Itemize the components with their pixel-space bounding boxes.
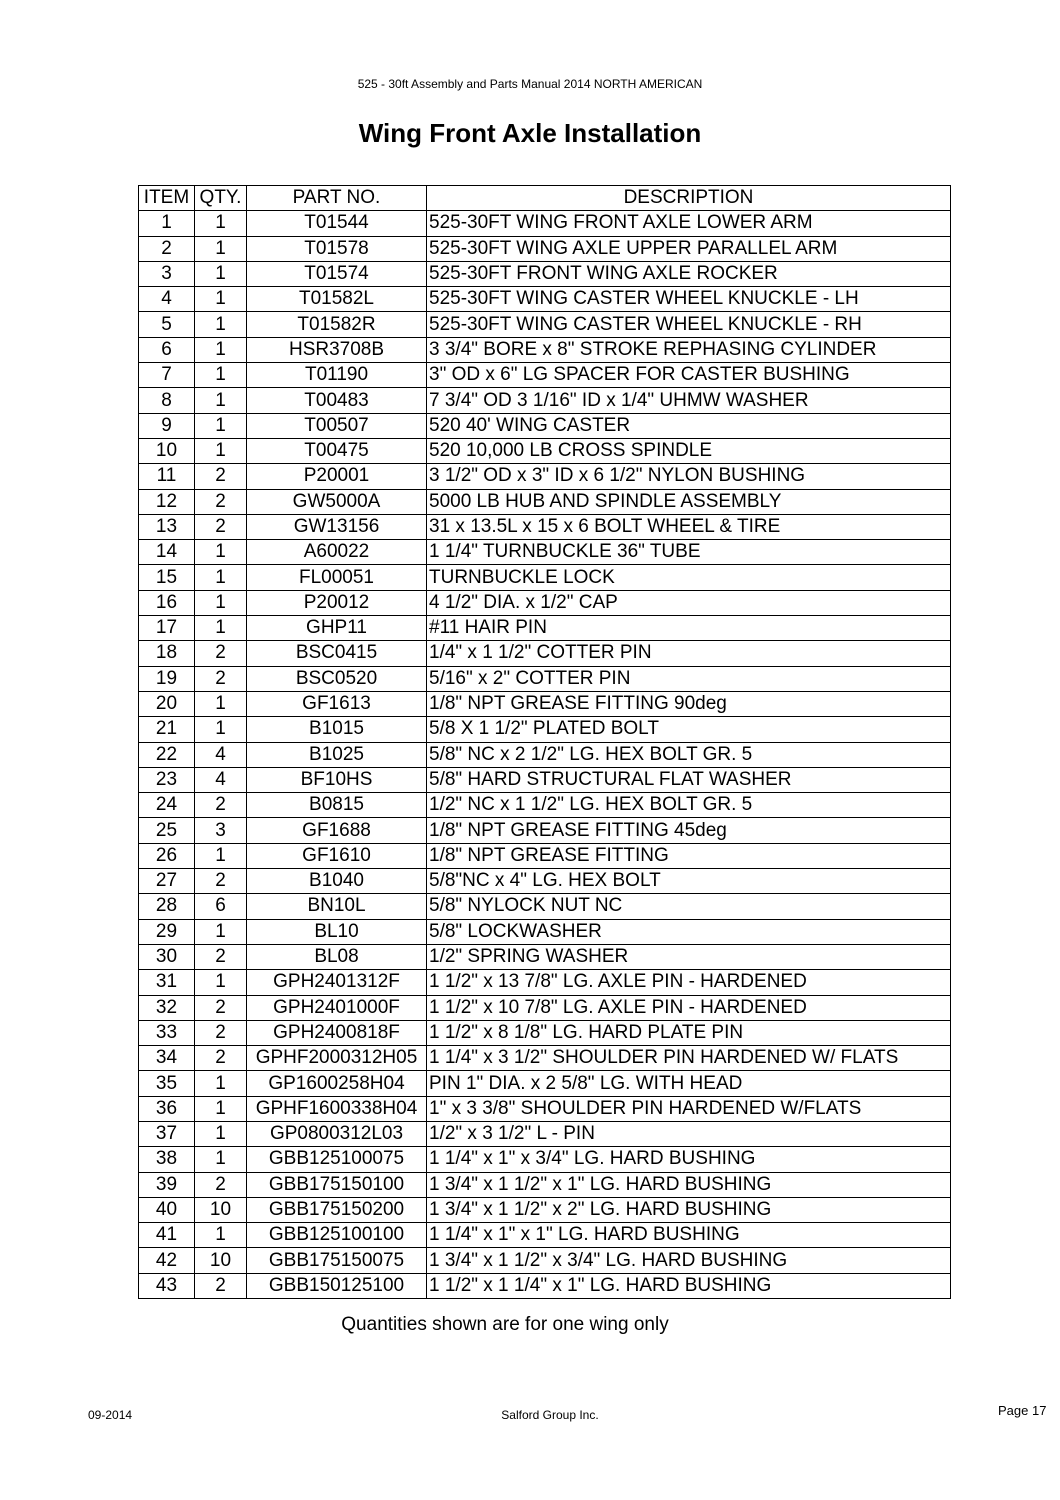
part-no-cell: GPH2401312F: [247, 970, 427, 995]
description-cell: 5/8" HARD STRUCTURAL FLAT WASHER: [427, 767, 951, 792]
table-row: [139, 742, 951, 767]
part-no-cell: GBB175150100: [247, 1172, 427, 1197]
table-row: [139, 1273, 951, 1298]
description-cell: 3" OD x 6" LG SPACER FOR CASTER BUSHING: [427, 363, 951, 388]
item-cell: 17: [139, 616, 195, 641]
item-cell: 27: [139, 869, 195, 894]
part-no-cell: GP0800312L03: [247, 1121, 427, 1146]
part-no-cell: GBB150125100: [247, 1273, 427, 1298]
description-cell: 5/8" NYLOCK NUT NC: [427, 894, 951, 919]
qty-cell: 1: [195, 438, 247, 463]
part-no-cell: P20012: [247, 590, 427, 615]
item-cell: 10: [139, 438, 195, 463]
qty-cell: 4: [195, 767, 247, 792]
item-cell: 22: [139, 742, 195, 767]
table-row: [139, 514, 951, 539]
description-cell: 31 x 13.5L x 15 x 6 BOLT WHEEL & TIRE: [427, 514, 951, 539]
description-cell: 520 10,000 LB CROSS SPINDLE: [427, 438, 951, 463]
item-cell: 26: [139, 843, 195, 868]
qty-cell: 2: [195, 514, 247, 539]
item-cell: 14: [139, 540, 195, 565]
part-no-cell: T00475: [247, 438, 427, 463]
item-cell: 2: [139, 236, 195, 261]
description-cell: 1" x 3 3/8" SHOULDER PIN HARDENED W/FLATS: [427, 1096, 951, 1121]
item-cell: 5: [139, 312, 195, 337]
qty-cell: 1: [195, 337, 247, 362]
part-no-cell: GF1610: [247, 843, 427, 868]
item-cell: 43: [139, 1273, 195, 1298]
part-no-cell: GPHF1600338H04: [247, 1096, 427, 1121]
part-no-cell: B1040: [247, 869, 427, 894]
part-no-cell: GP1600258H04: [247, 1071, 427, 1096]
table-row: [139, 970, 951, 995]
part-no-cell: GPH2401000F: [247, 995, 427, 1020]
description-cell: 5/8" NC x 2 1/2" LG. HEX BOLT GR. 5: [427, 742, 951, 767]
part-no-cell: GPHF2000312H05: [247, 1046, 427, 1071]
description-cell: 1/2" NC x 1 1/2" LG. HEX BOLT GR. 5: [427, 793, 951, 818]
table-header-row: [139, 186, 951, 211]
description-cell: 1 1/2" x 1 1/4" x 1" LG. HARD BUSHING: [427, 1273, 951, 1298]
table-row: [139, 489, 951, 514]
table-row: [139, 995, 951, 1020]
item-cell: 34: [139, 1046, 195, 1071]
qty-cell: 1: [195, 565, 247, 590]
table-row: [139, 616, 951, 641]
table-row: [139, 236, 951, 261]
table-row: [139, 363, 951, 388]
manual-header: 525 - 30ft Assembly and Parts Manual 2014 NORTH AMERICAN: [357, 77, 703, 91]
item-cell: 11: [139, 464, 195, 489]
table-row: [139, 1147, 951, 1172]
qty-cell: 1: [195, 1121, 247, 1146]
part-no-cell: GW13156: [247, 514, 427, 539]
qty-cell: 1: [195, 236, 247, 261]
item-cell: 39: [139, 1172, 195, 1197]
item-cell: 28: [139, 894, 195, 919]
item-cell: 23: [139, 767, 195, 792]
table-row: [139, 869, 951, 894]
description-cell: 1 3/4" x 1 1/2" x 2" LG. HARD BUSHING: [427, 1197, 951, 1222]
qty-cell: 3: [195, 818, 247, 843]
item-cell: 24: [139, 793, 195, 818]
description-cell: 1/4" x 1 1/2" COTTER PIN: [427, 641, 951, 666]
table-row: [139, 944, 951, 969]
qty-cell: 1: [195, 261, 247, 286]
table-row: [139, 691, 951, 716]
part-no-cell: GBB125100075: [247, 1147, 427, 1172]
description-cell: 1 3/4" x 1 1/2" x 1" LG. HARD BUSHING: [427, 1172, 951, 1197]
part-no-cell: P20001: [247, 464, 427, 489]
table-row: [139, 1096, 951, 1121]
description-cell: 1/2" SPRING WASHER: [427, 944, 951, 969]
description-cell: TURNBUCKLE LOCK: [427, 565, 951, 590]
item-cell: 7: [139, 363, 195, 388]
table-row: [139, 1197, 951, 1222]
item-cell: 18: [139, 641, 195, 666]
table-row: [139, 413, 951, 438]
qty-cell: 2: [195, 995, 247, 1020]
table-row: [139, 590, 951, 615]
item-cell: 41: [139, 1223, 195, 1248]
table-row: [139, 1046, 951, 1071]
table-row: [139, 767, 951, 792]
qty-cell: 2: [195, 793, 247, 818]
item-cell: 36: [139, 1096, 195, 1121]
item-cell: 32: [139, 995, 195, 1020]
table-row: [139, 540, 951, 565]
table-row: [139, 1248, 951, 1273]
parts-table-body: [139, 211, 951, 1299]
footer-company: Salford Group Inc.: [501, 1408, 599, 1422]
part-no-cell: HSR3708B: [247, 337, 427, 362]
qty-cell: 2: [195, 1172, 247, 1197]
part-no-cell: T00483: [247, 388, 427, 413]
part-no-cell: GF1613: [247, 691, 427, 716]
table-row: [139, 1121, 951, 1146]
qty-cell: 1: [195, 1223, 247, 1248]
qty-cell: 1: [195, 717, 247, 742]
part-no-cell: T01544: [247, 211, 427, 236]
description-cell: 1 1/4" x 1" x 1" LG. HARD BUSHING: [427, 1223, 951, 1248]
footer-date: 09-2014: [88, 1408, 133, 1422]
qty-cell: 1: [195, 363, 247, 388]
column-header-qty: QTY.: [195, 186, 247, 211]
description-cell: 1 3/4" x 1 1/2" x 3/4" LG. HARD BUSHING: [427, 1248, 951, 1273]
part-no-cell: T01578: [247, 236, 427, 261]
description-cell: 1/2" x 3 1/2" L - PIN: [427, 1121, 951, 1146]
item-cell: 29: [139, 919, 195, 944]
description-cell: 5000 LB HUB AND SPINDLE ASSEMBLY: [427, 489, 951, 514]
qty-cell: 6: [195, 894, 247, 919]
qty-cell: 1: [195, 540, 247, 565]
description-cell: #11 HAIR PIN: [427, 616, 951, 641]
description-cell: 520 40' WING CASTER: [427, 413, 951, 438]
table-row: [139, 641, 951, 666]
qty-cell: 1: [195, 1147, 247, 1172]
column-header-description: DESCRIPTION: [427, 186, 951, 211]
table-row: [139, 211, 951, 236]
description-cell: 525-30FT WING CASTER WHEEL KNUCKLE - RH: [427, 312, 951, 337]
table-row: [139, 337, 951, 362]
column-header-item: ITEM: [139, 186, 195, 211]
description-cell: 1 1/2" x 10 7/8" LG. AXLE PIN - HARDENED: [427, 995, 951, 1020]
part-no-cell: T01574: [247, 261, 427, 286]
table-row: [139, 919, 951, 944]
item-cell: 8: [139, 388, 195, 413]
part-no-cell: B1015: [247, 717, 427, 742]
description-cell: 5/8"NC x 4" LG. HEX BOLT: [427, 869, 951, 894]
item-cell: 35: [139, 1071, 195, 1096]
quantity-note: Quantities shown are for one wing only: [341, 1314, 669, 1335]
qty-cell: 2: [195, 1273, 247, 1298]
table-row: [139, 464, 951, 489]
part-no-cell: BSC0520: [247, 666, 427, 691]
description-cell: 5/8" LOCKWASHER: [427, 919, 951, 944]
column-header-part-no: PART NO.: [247, 186, 427, 211]
table-row: [139, 312, 951, 337]
table-row: [139, 894, 951, 919]
description-cell: 5/16" x 2" COTTER PIN: [427, 666, 951, 691]
item-cell: 37: [139, 1121, 195, 1146]
item-cell: 3: [139, 261, 195, 286]
item-cell: 13: [139, 514, 195, 539]
footer-page-number: Page 17: [998, 1403, 1047, 1418]
description-cell: 525-30FT WING CASTER WHEEL KNUCKLE - LH: [427, 287, 951, 312]
parts-table: [138, 185, 951, 1299]
part-no-cell: T01582L: [247, 287, 427, 312]
qty-cell: 2: [195, 489, 247, 514]
description-cell: 1 1/2" x 8 1/8" LG. HARD PLATE PIN: [427, 1020, 951, 1045]
item-cell: 1: [139, 211, 195, 236]
qty-cell: 1: [195, 312, 247, 337]
table-row: [139, 666, 951, 691]
part-no-cell: B1025: [247, 742, 427, 767]
part-no-cell: FL00051: [247, 565, 427, 590]
item-cell: 20: [139, 691, 195, 716]
item-cell: 6: [139, 337, 195, 362]
part-no-cell: B0815: [247, 793, 427, 818]
item-cell: 19: [139, 666, 195, 691]
description-cell: 1/8" NPT GREASE FITTING 45deg: [427, 818, 951, 843]
qty-cell: 2: [195, 641, 247, 666]
part-no-cell: BL10: [247, 919, 427, 944]
table-row: [139, 717, 951, 742]
page-title: Wing Front Axle Installation: [358, 118, 702, 148]
table-row: [139, 287, 951, 312]
qty-cell: 1: [195, 413, 247, 438]
qty-cell: 1: [195, 590, 247, 615]
qty-cell: 2: [195, 869, 247, 894]
description-cell: 525-30FT WING AXLE UPPER PARALLEL ARM: [427, 236, 951, 261]
description-cell: 7 3/4" OD 3 1/16" ID x 1/4" UHMW WASHER: [427, 388, 951, 413]
qty-cell: 1: [195, 211, 247, 236]
table-row: [139, 843, 951, 868]
qty-cell: 2: [195, 666, 247, 691]
item-cell: 21: [139, 717, 195, 742]
qty-cell: 1: [195, 1071, 247, 1096]
part-no-cell: A60022: [247, 540, 427, 565]
part-no-cell: GBB175150075: [247, 1248, 427, 1273]
part-no-cell: GHP11: [247, 616, 427, 641]
part-no-cell: T00507: [247, 413, 427, 438]
item-cell: 38: [139, 1147, 195, 1172]
part-no-cell: GF1688: [247, 818, 427, 843]
table-row: [139, 818, 951, 843]
item-cell: 4: [139, 287, 195, 312]
part-no-cell: BL08: [247, 944, 427, 969]
item-cell: 16: [139, 590, 195, 615]
table-row: [139, 793, 951, 818]
item-cell: 30: [139, 944, 195, 969]
description-cell: 1 1/4" x 3 1/2" SHOULDER PIN HARDENED W/ FLATS: [427, 1046, 951, 1071]
description-cell: PIN 1" DIA. x 2 5/8" LG. WITH HEAD: [427, 1071, 951, 1096]
table-row: [139, 438, 951, 463]
table-row: [139, 565, 951, 590]
part-no-cell: GPH2400818F: [247, 1020, 427, 1045]
description-cell: 1 1/2" x 13 7/8" LG. AXLE PIN - HARDENED: [427, 970, 951, 995]
qty-cell: 1: [195, 1096, 247, 1121]
qty-cell: 1: [195, 287, 247, 312]
part-no-cell: GBB175150200: [247, 1197, 427, 1222]
item-cell: 31: [139, 970, 195, 995]
item-cell: 40: [139, 1197, 195, 1222]
qty-cell: 2: [195, 1046, 247, 1071]
part-no-cell: BN10L: [247, 894, 427, 919]
part-no-cell: BF10HS: [247, 767, 427, 792]
qty-cell: 1: [195, 919, 247, 944]
part-no-cell: GW5000A: [247, 489, 427, 514]
item-cell: 12: [139, 489, 195, 514]
table-row: [139, 388, 951, 413]
description-cell: 3 3/4" BORE x 8" STROKE REPHASING CYLINDER: [427, 337, 951, 362]
qty-cell: 4: [195, 742, 247, 767]
table-row: [139, 261, 951, 286]
description-cell: 1 1/4" x 1" x 3/4" LG. HARD BUSHING: [427, 1147, 951, 1172]
qty-cell: 1: [195, 691, 247, 716]
qty-cell: 2: [195, 1020, 247, 1045]
table-row: [139, 1020, 951, 1045]
qty-cell: 1: [195, 843, 247, 868]
item-cell: 9: [139, 413, 195, 438]
part-no-cell: BSC0415: [247, 641, 427, 666]
description-cell: 5/8 X 1 1/2" PLATED BOLT: [427, 717, 951, 742]
part-no-cell: GBB125100100: [247, 1223, 427, 1248]
item-cell: 25: [139, 818, 195, 843]
item-cell: 42: [139, 1248, 195, 1273]
description-cell: 3 1/2" OD x 3" ID x 6 1/2" NYLON BUSHING: [427, 464, 951, 489]
description-cell: 1/8" NPT GREASE FITTING: [427, 843, 951, 868]
qty-cell: 1: [195, 616, 247, 641]
qty-cell: 2: [195, 464, 247, 489]
description-cell: 525-30FT WING FRONT AXLE LOWER ARM: [427, 211, 951, 236]
qty-cell: 10: [195, 1197, 247, 1222]
qty-cell: 1: [195, 970, 247, 995]
qty-cell: 2: [195, 944, 247, 969]
item-cell: 33: [139, 1020, 195, 1045]
table-row: [139, 1223, 951, 1248]
item-cell: 15: [139, 565, 195, 590]
description-cell: 1 1/4" TURNBUCKLE 36" TUBE: [427, 540, 951, 565]
part-no-cell: T01582R: [247, 312, 427, 337]
qty-cell: 1: [195, 388, 247, 413]
description-cell: 525-30FT FRONT WING AXLE ROCKER: [427, 261, 951, 286]
qty-cell: 10: [195, 1248, 247, 1273]
table-row: [139, 1071, 951, 1096]
description-cell: 4 1/2" DIA. x 1/2" CAP: [427, 590, 951, 615]
table-row: [139, 1172, 951, 1197]
part-no-cell: T01190: [247, 363, 427, 388]
description-cell: 1/8" NPT GREASE FITTING 90deg: [427, 691, 951, 716]
